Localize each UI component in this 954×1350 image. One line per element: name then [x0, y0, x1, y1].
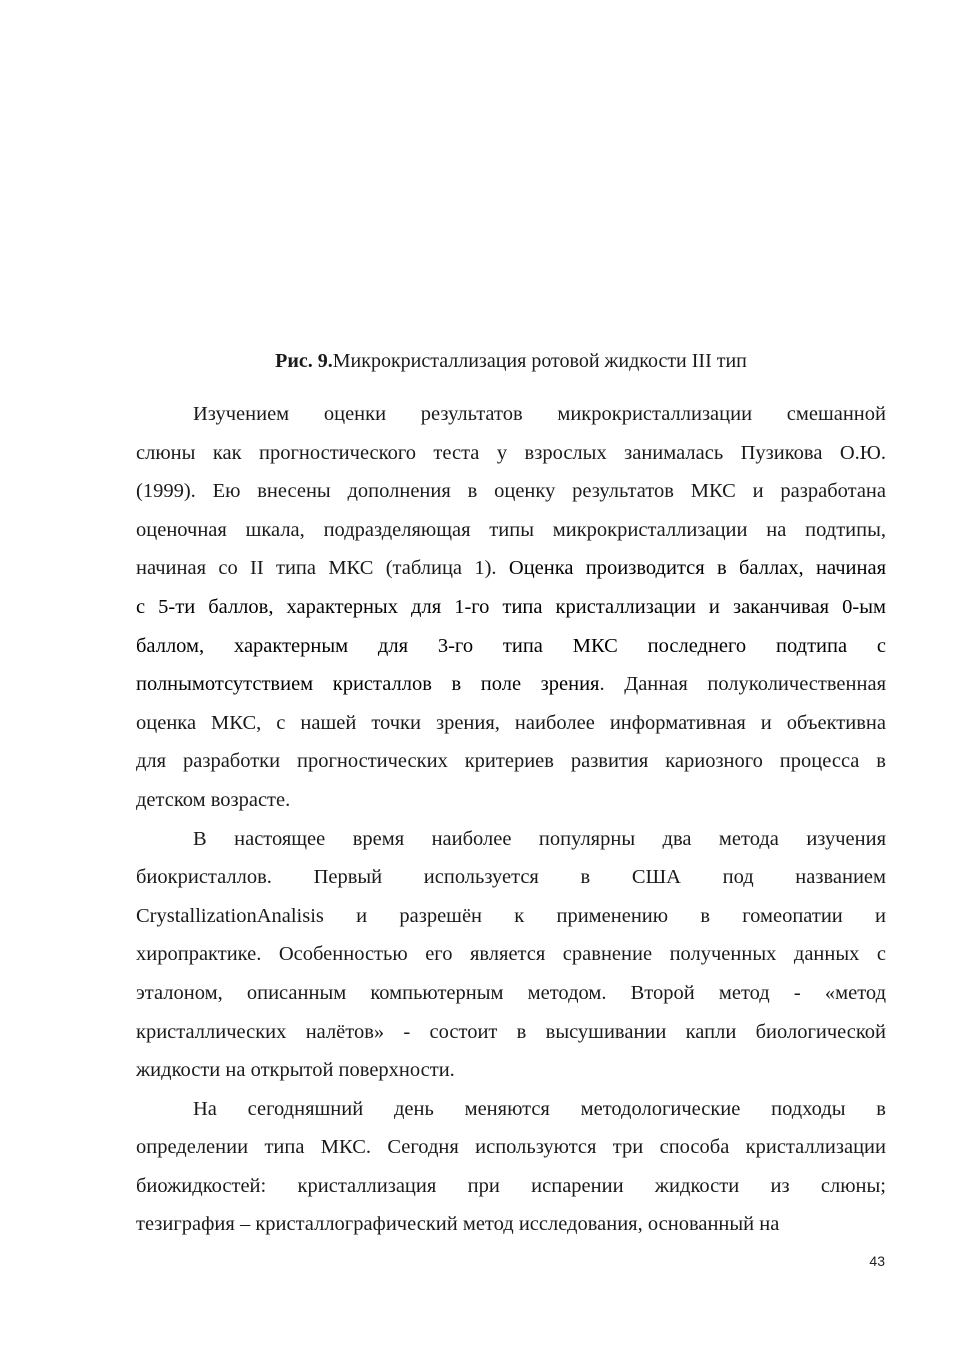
paragraph-2 — [136, 820, 886, 1090]
figure-caption-text: Микрокристаллизация ротовой жидкости III тип — [332, 350, 747, 372]
text-line: биокристаллов. Первый используется в США под названием — [136, 866, 886, 889]
text-segment: начиная со II типа МКС (таблица 1). — [136, 557, 497, 580]
text-line: CrystallizationAnalisis и разрешён к применению в гомеопатии и — [136, 904, 886, 927]
text-segment: Оценка производится в баллах, начиная — [508, 557, 886, 580]
text-line: тезиграфия – кристаллографический метод исследования, основанный на — [136, 1213, 780, 1236]
text-line: (1999). Ею внесены дополнения в оценку результатов МКС и разработана — [136, 480, 886, 503]
text-line: биожидкостей: кристаллизация при испарении жидкости из слюны; — [136, 1174, 886, 1197]
text-line: баллом, характерным для 3-го типа МКС последнего подтипа с — [136, 634, 886, 657]
text-line: кристаллических налётов» - состоит в высушивании капли биологической — [136, 1020, 886, 1043]
page-number: 43 — [869, 1253, 885, 1269]
text-line: оценка МКС, с нашей точки зрения, наиболее информативная и объективна — [136, 711, 886, 734]
text-line — [136, 549, 886, 588]
paragraph-1 — [136, 395, 886, 820]
text-line: для разработки прогностических критериев развития кариозного процесса в — [136, 750, 886, 773]
text-line: оценочная шкала, подразделяющая типы микрокристаллизации на подтипы, — [136, 518, 886, 541]
text-line: слюны как прогностического теста у взрослых занималась Пузикова О.Ю. — [136, 441, 886, 464]
paragraph-3 — [136, 1090, 886, 1244]
text-segment: полнымотсутствием кристаллов в поле зрения — [136, 673, 600, 696]
text-line: эталоном, описанным компьютерным методом. Второй метод - «метод — [136, 981, 886, 1004]
text-line — [136, 665, 886, 704]
text-line: На сегодняшний день меняются методологические подходы в — [193, 1097, 886, 1120]
body-text — [136, 395, 886, 1244]
text-line: с 5-ти баллов, характерных для 1-го типа кристаллизации и заканчивая 0-ым — [136, 595, 886, 618]
text-line: определении типа МКС. Сегодня используются три способа кристаллизации — [136, 1136, 886, 1159]
text-line: Изучением оценки результатов микрокристаллизации смешанной — [193, 403, 886, 425]
text-segment: . Данная полуколичественная — [599, 673, 886, 696]
text-line: жидкости на открытой поверхности. — [136, 1059, 455, 1082]
figure-caption — [136, 346, 886, 376]
figure-caption-label: Рис. 9. — [275, 350, 333, 372]
text-line: хиропрактике. Особенностью его является сравнение полученных данных с — [136, 943, 886, 966]
text-line: В настоящее время наиболее популярны два метода изучения — [193, 827, 886, 850]
text-line: детском возрасте. — [136, 788, 291, 811]
